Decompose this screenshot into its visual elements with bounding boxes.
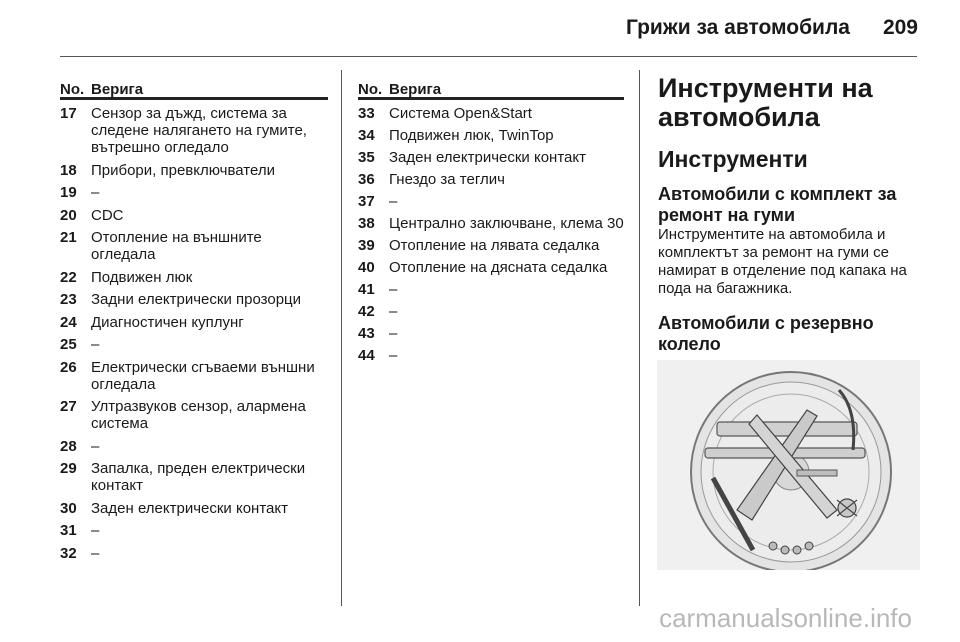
column-header-circuit: Верига	[389, 81, 442, 98]
fuse-number: 40	[358, 259, 375, 276]
fuse-number: 19	[60, 184, 77, 201]
circuit-description: Заден електрически контакт	[91, 499, 288, 517]
spare-wheel-tools-illustration	[657, 360, 920, 570]
table-row	[358, 171, 624, 188]
circuit-description: –	[91, 336, 100, 353]
table-row	[60, 162, 328, 179]
circuit-description: Подвижен люк, TwinTop	[389, 127, 554, 144]
fuse-number: 29	[60, 460, 77, 477]
table-row	[358, 325, 624, 342]
section-heading: Инструменти на автомобила	[658, 73, 873, 132]
fuse-number: 30	[60, 499, 77, 517]
table-row	[60, 207, 328, 224]
table-row	[358, 149, 624, 166]
circuit-description: Прибори, превключватели	[91, 161, 275, 179]
circuit-description: Електрически сгъваеми външни огледала	[91, 358, 315, 393]
circuit-description: Сензор за дъжд, система за следене налягането на гумите, вътрешно огледало	[91, 105, 307, 156]
fuse-number: 37	[358, 193, 375, 210]
circuit-description: Отопление на дясната седалка	[389, 259, 608, 276]
fuse-table-1	[60, 83, 328, 567]
spare-wheel-heading: Автомобили с резервно колело	[658, 313, 874, 354]
table-row	[358, 281, 624, 298]
fuse-number: 36	[358, 171, 375, 188]
page-number: 209	[882, 16, 918, 39]
circuit-description: –	[389, 325, 398, 342]
circuit-description: –	[91, 437, 100, 455]
fuse-number: 33	[358, 105, 375, 122]
fuse-number: 26	[60, 358, 77, 376]
table-row	[60, 545, 328, 562]
circuit-description: Система Open&Start	[389, 105, 532, 122]
fuse-number: 38	[358, 215, 375, 232]
fuse-number: 24	[60, 313, 77, 331]
fuse-number: 42	[358, 303, 375, 320]
circuit-description: –	[389, 347, 398, 364]
column-header-circuit: Верига	[91, 81, 144, 98]
table-row	[358, 193, 624, 210]
fuse-number: 27	[60, 398, 77, 415]
tire-repair-kit-text: Инструментите на автомобила и комплектът за ремонт на гуми се намират в отделение под капака на пода на багажника.	[658, 226, 907, 297]
fuse-number: 20	[60, 206, 77, 224]
fuse-number: 32	[60, 544, 77, 562]
fuse-table-2	[358, 83, 624, 369]
fuse-number: 35	[358, 149, 375, 166]
circuit-description: –	[91, 544, 100, 562]
fuse-number: 23	[60, 291, 77, 308]
table-row	[60, 438, 328, 455]
table-row	[60, 269, 328, 286]
watermark: carmanualsonline.info	[659, 603, 912, 633]
fuse-number: 41	[358, 281, 375, 298]
fuse-number: 25	[60, 336, 77, 353]
circuit-description: Отопление на лявата седалка	[389, 237, 600, 254]
circuit-description: –	[91, 522, 100, 539]
fuse-number: 44	[358, 347, 375, 364]
circuit-description: –	[389, 303, 398, 320]
circuit-description: Отопление на външните огледала	[91, 229, 262, 263]
table-row	[358, 303, 624, 320]
fuse-number: 34	[358, 127, 375, 144]
subsection-heading: Инструменти	[658, 146, 808, 172]
header-rule	[60, 56, 917, 57]
table-row	[358, 105, 624, 122]
fuse-number: 17	[60, 105, 77, 122]
circuit-description: –	[389, 281, 398, 298]
table-row	[60, 229, 328, 263]
table-row	[60, 522, 328, 539]
column-divider	[639, 70, 640, 606]
column-header-no: No.	[358, 81, 383, 98]
circuit-description: Ултразвуков сензор, алармена система	[91, 398, 306, 432]
fuse-number: 21	[60, 229, 77, 246]
table-row	[358, 259, 624, 276]
table-row	[60, 314, 328, 331]
circuit-description: CDC	[91, 206, 124, 224]
circuit-description: Задни електрически прозорци	[91, 291, 302, 308]
table-row	[358, 237, 624, 254]
fuse-number: 39	[358, 237, 375, 254]
column-divider	[341, 70, 342, 606]
circuit-description: Запалка, преден електрически контакт	[91, 460, 306, 494]
table-header	[60, 83, 328, 100]
circuit-description: Диагностичен куплунг	[91, 313, 244, 331]
table-header	[358, 83, 624, 100]
table-row	[358, 127, 624, 144]
fuse-number: 43	[358, 325, 375, 342]
circuit-description: –	[389, 193, 398, 210]
table-row	[60, 500, 328, 517]
table-row	[60, 105, 328, 156]
table-row	[60, 460, 328, 494]
tools-section	[658, 74, 923, 355]
circuit-description: Централно заключване, клема 30	[389, 215, 624, 232]
table-row	[60, 359, 328, 393]
table-row	[358, 347, 624, 364]
table-row	[60, 291, 328, 308]
table-row	[60, 398, 328, 432]
circuit-description: Заден електрически контакт	[389, 149, 586, 166]
fuse-number: 18	[60, 161, 77, 179]
fuse-number: 22	[60, 268, 77, 286]
circuit-description: –	[91, 184, 100, 201]
tire-repair-kit-heading: Автомобили с комплект за ремонт на гуми	[658, 184, 897, 225]
column-header-no: No.	[60, 81, 85, 98]
table-row	[60, 184, 328, 201]
page-title: Грижи за автомобила	[625, 16, 850, 39]
circuit-description: Гнездо за теглич	[389, 171, 505, 188]
table-row	[60, 336, 328, 353]
fuse-number: 28	[60, 437, 77, 455]
table-row	[358, 215, 624, 232]
circuit-description: Подвижен люк	[91, 268, 193, 286]
fuse-number: 31	[60, 522, 77, 539]
